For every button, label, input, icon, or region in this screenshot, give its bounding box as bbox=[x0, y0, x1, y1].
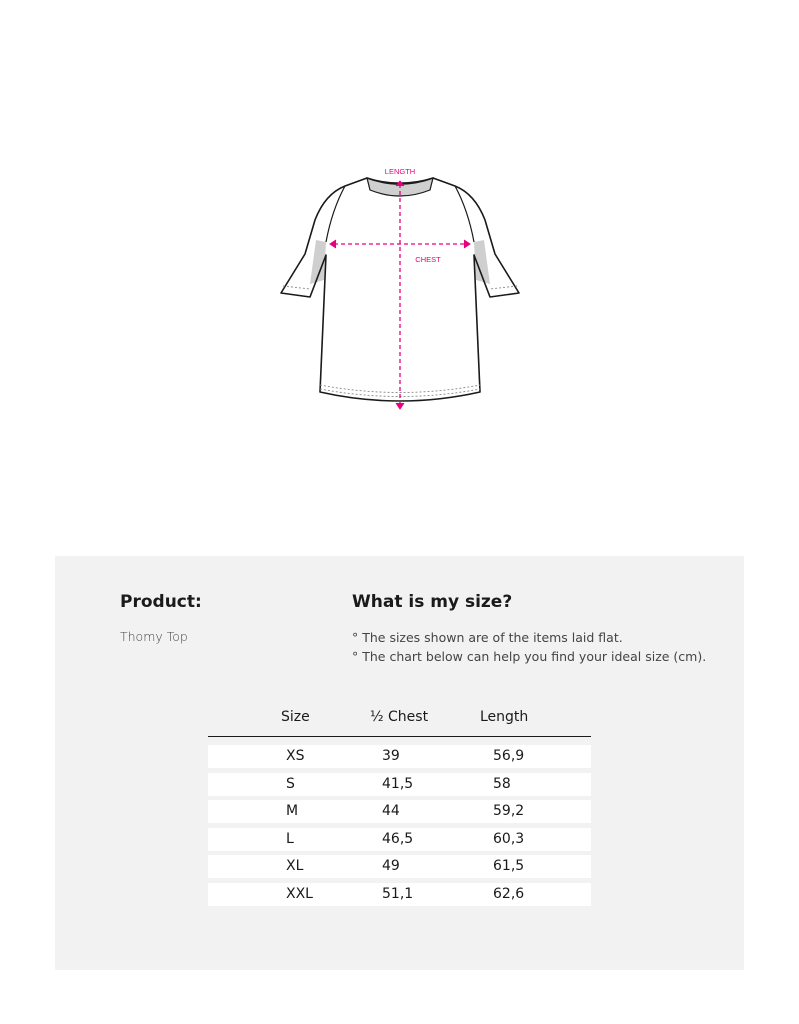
cell-length: 61,5 bbox=[493, 858, 525, 874]
cell-half-chest: 49 bbox=[382, 858, 400, 874]
cell-half-chest: 39 bbox=[382, 748, 400, 764]
table-row bbox=[208, 828, 591, 851]
tshirt-measurement-diagram bbox=[270, 160, 530, 420]
tshirt-illustration bbox=[270, 160, 530, 420]
cell-length: 58 bbox=[493, 775, 511, 792]
product-name: Thomy Top bbox=[120, 629, 188, 644]
table-header bbox=[208, 706, 591, 737]
header-half-chest: ½ Chest bbox=[370, 709, 429, 725]
cell-half-chest: 44 bbox=[382, 803, 400, 819]
cell-size: XL bbox=[286, 858, 304, 874]
cell-length: 59,2 bbox=[493, 803, 525, 819]
product-heading: Product: bbox=[120, 592, 202, 612]
table-row bbox=[208, 745, 591, 768]
size-note: ° The chart below can help you find your ideal size (cm). bbox=[352, 649, 707, 664]
size-heading: What is my size? bbox=[352, 592, 513, 612]
table-row bbox=[208, 800, 591, 823]
table-row bbox=[208, 883, 591, 906]
cell-length: 56,9 bbox=[493, 748, 525, 764]
cell-half-chest: 51,1 bbox=[382, 885, 414, 902]
size-note: ° The sizes shown are of the items laid flat. bbox=[352, 630, 623, 645]
cell-length: 62,6 bbox=[493, 885, 525, 902]
size-table bbox=[208, 706, 591, 910]
cell-size: S bbox=[286, 775, 295, 792]
cell-half-chest: 41,5 bbox=[382, 775, 414, 792]
cell-size: L bbox=[286, 830, 294, 847]
header-length: Length bbox=[480, 709, 529, 725]
table-row bbox=[208, 773, 591, 796]
header-size: Size bbox=[281, 709, 310, 725]
cell-size: XXL bbox=[286, 885, 313, 902]
table-row bbox=[208, 855, 591, 878]
chest-label: CHEST bbox=[415, 255, 441, 264]
size-info-panel bbox=[55, 556, 744, 970]
table-body bbox=[208, 745, 591, 906]
size-notes bbox=[352, 628, 706, 666]
cell-length: 60,3 bbox=[493, 830, 525, 847]
cell-size: XS bbox=[286, 748, 305, 764]
cell-size: M bbox=[286, 803, 299, 819]
cell-half-chest: 46,5 bbox=[382, 830, 414, 847]
length-label: LENGTH bbox=[384, 167, 416, 176]
